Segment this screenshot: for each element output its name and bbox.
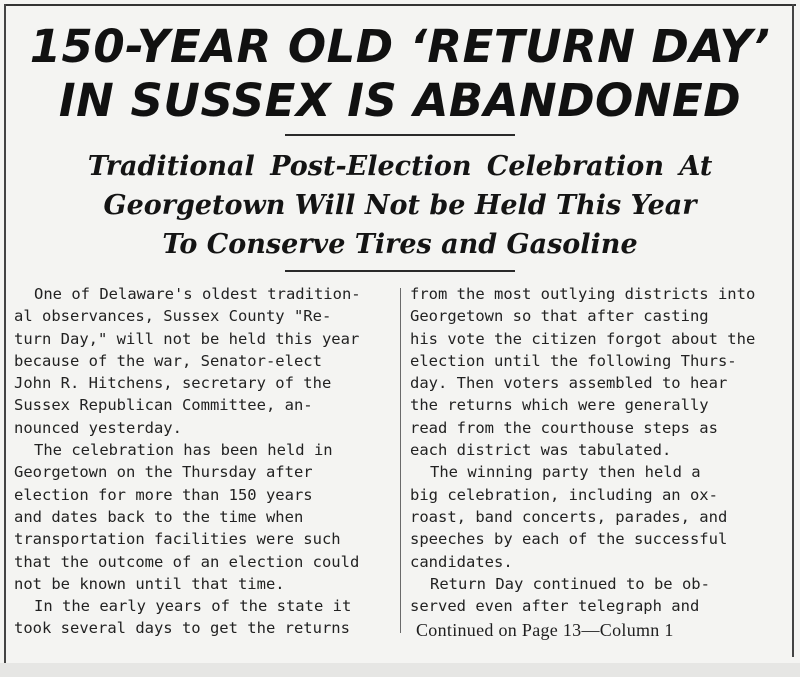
article-line: read from the courthouse steps as	[410, 418, 718, 437]
article-line: big celebration, including an ox-	[410, 485, 718, 504]
article-line: each district was tabulated.	[410, 441, 672, 460]
left-border	[4, 4, 6, 669]
article-line: Sussex Republican Committee, an-	[14, 396, 313, 415]
article-line: took several days to get the returns	[14, 619, 350, 638]
article-line: transportation facilities were such	[14, 530, 341, 549]
article-line: roast, band concerts, parades, and	[410, 507, 728, 526]
article-line: the returns which were generally	[410, 396, 709, 415]
continued-notice: Continued on Page 13—Column 1	[416, 620, 674, 640]
article-line: that the outcome of an election could	[14, 552, 360, 571]
article-line: Georgetown so that after casting	[410, 307, 709, 326]
subheadline-line-1: Traditional Post-Election Celebration At	[87, 151, 713, 182]
subheadline-rule	[285, 270, 515, 272]
article-line: candidates.	[410, 552, 513, 571]
article-line: The celebration has been held in	[34, 441, 333, 460]
article-column-right	[410, 283, 782, 617]
article-line: election for more than 150 years	[14, 485, 313, 504]
article-line: Georgetown on the Thursday after	[14, 463, 313, 482]
subheadline-line-2: Georgetown Will Not be Held This Year	[103, 190, 697, 221]
article-column-left	[14, 283, 394, 640]
article-line: speeches by each of the successful	[410, 530, 728, 549]
article-line: nounced yesterday.	[14, 418, 182, 437]
column-divider	[400, 288, 401, 633]
top-border	[4, 4, 796, 6]
article-line: and dates back to the time when	[14, 507, 304, 526]
article-line: his vote the citizen forgot about the	[410, 329, 756, 348]
article-line: from the most outlying districts into	[410, 285, 756, 303]
bottom-edge	[0, 663, 800, 677]
right-border	[792, 4, 794, 657]
article-line: One of Delaware's oldest tradition-	[34, 285, 361, 303]
article-line: served even after telegraph and	[410, 597, 700, 616]
article-line: John R. Hitchens, secretary of the	[14, 374, 332, 393]
headline-line-1: 150-YEAR OLD ‘RETURN DAY’	[29, 20, 771, 73]
subheadline-line-3: To Conserve Tires and Gasoline	[162, 229, 638, 260]
article-line: al observances, Sussex County "Re-	[14, 307, 332, 326]
article-line: election until the following Thurs-	[410, 351, 737, 370]
article-line: because of the war, Senator-elect	[14, 351, 322, 370]
article-line: The winning party then held a	[430, 463, 701, 482]
article-line: not be known until that time.	[14, 574, 285, 593]
article-line: Return Day continued to be ob-	[430, 574, 710, 593]
headline-line-2: IN SUSSEX IS ABANDONED	[58, 74, 742, 127]
article-line: In the early years of the state it	[34, 597, 352, 616]
article-line: turn Day," will not be held this year	[14, 329, 360, 348]
article-line: day. Then voters assembled to hear	[410, 374, 728, 393]
headline-rule	[285, 134, 515, 136]
